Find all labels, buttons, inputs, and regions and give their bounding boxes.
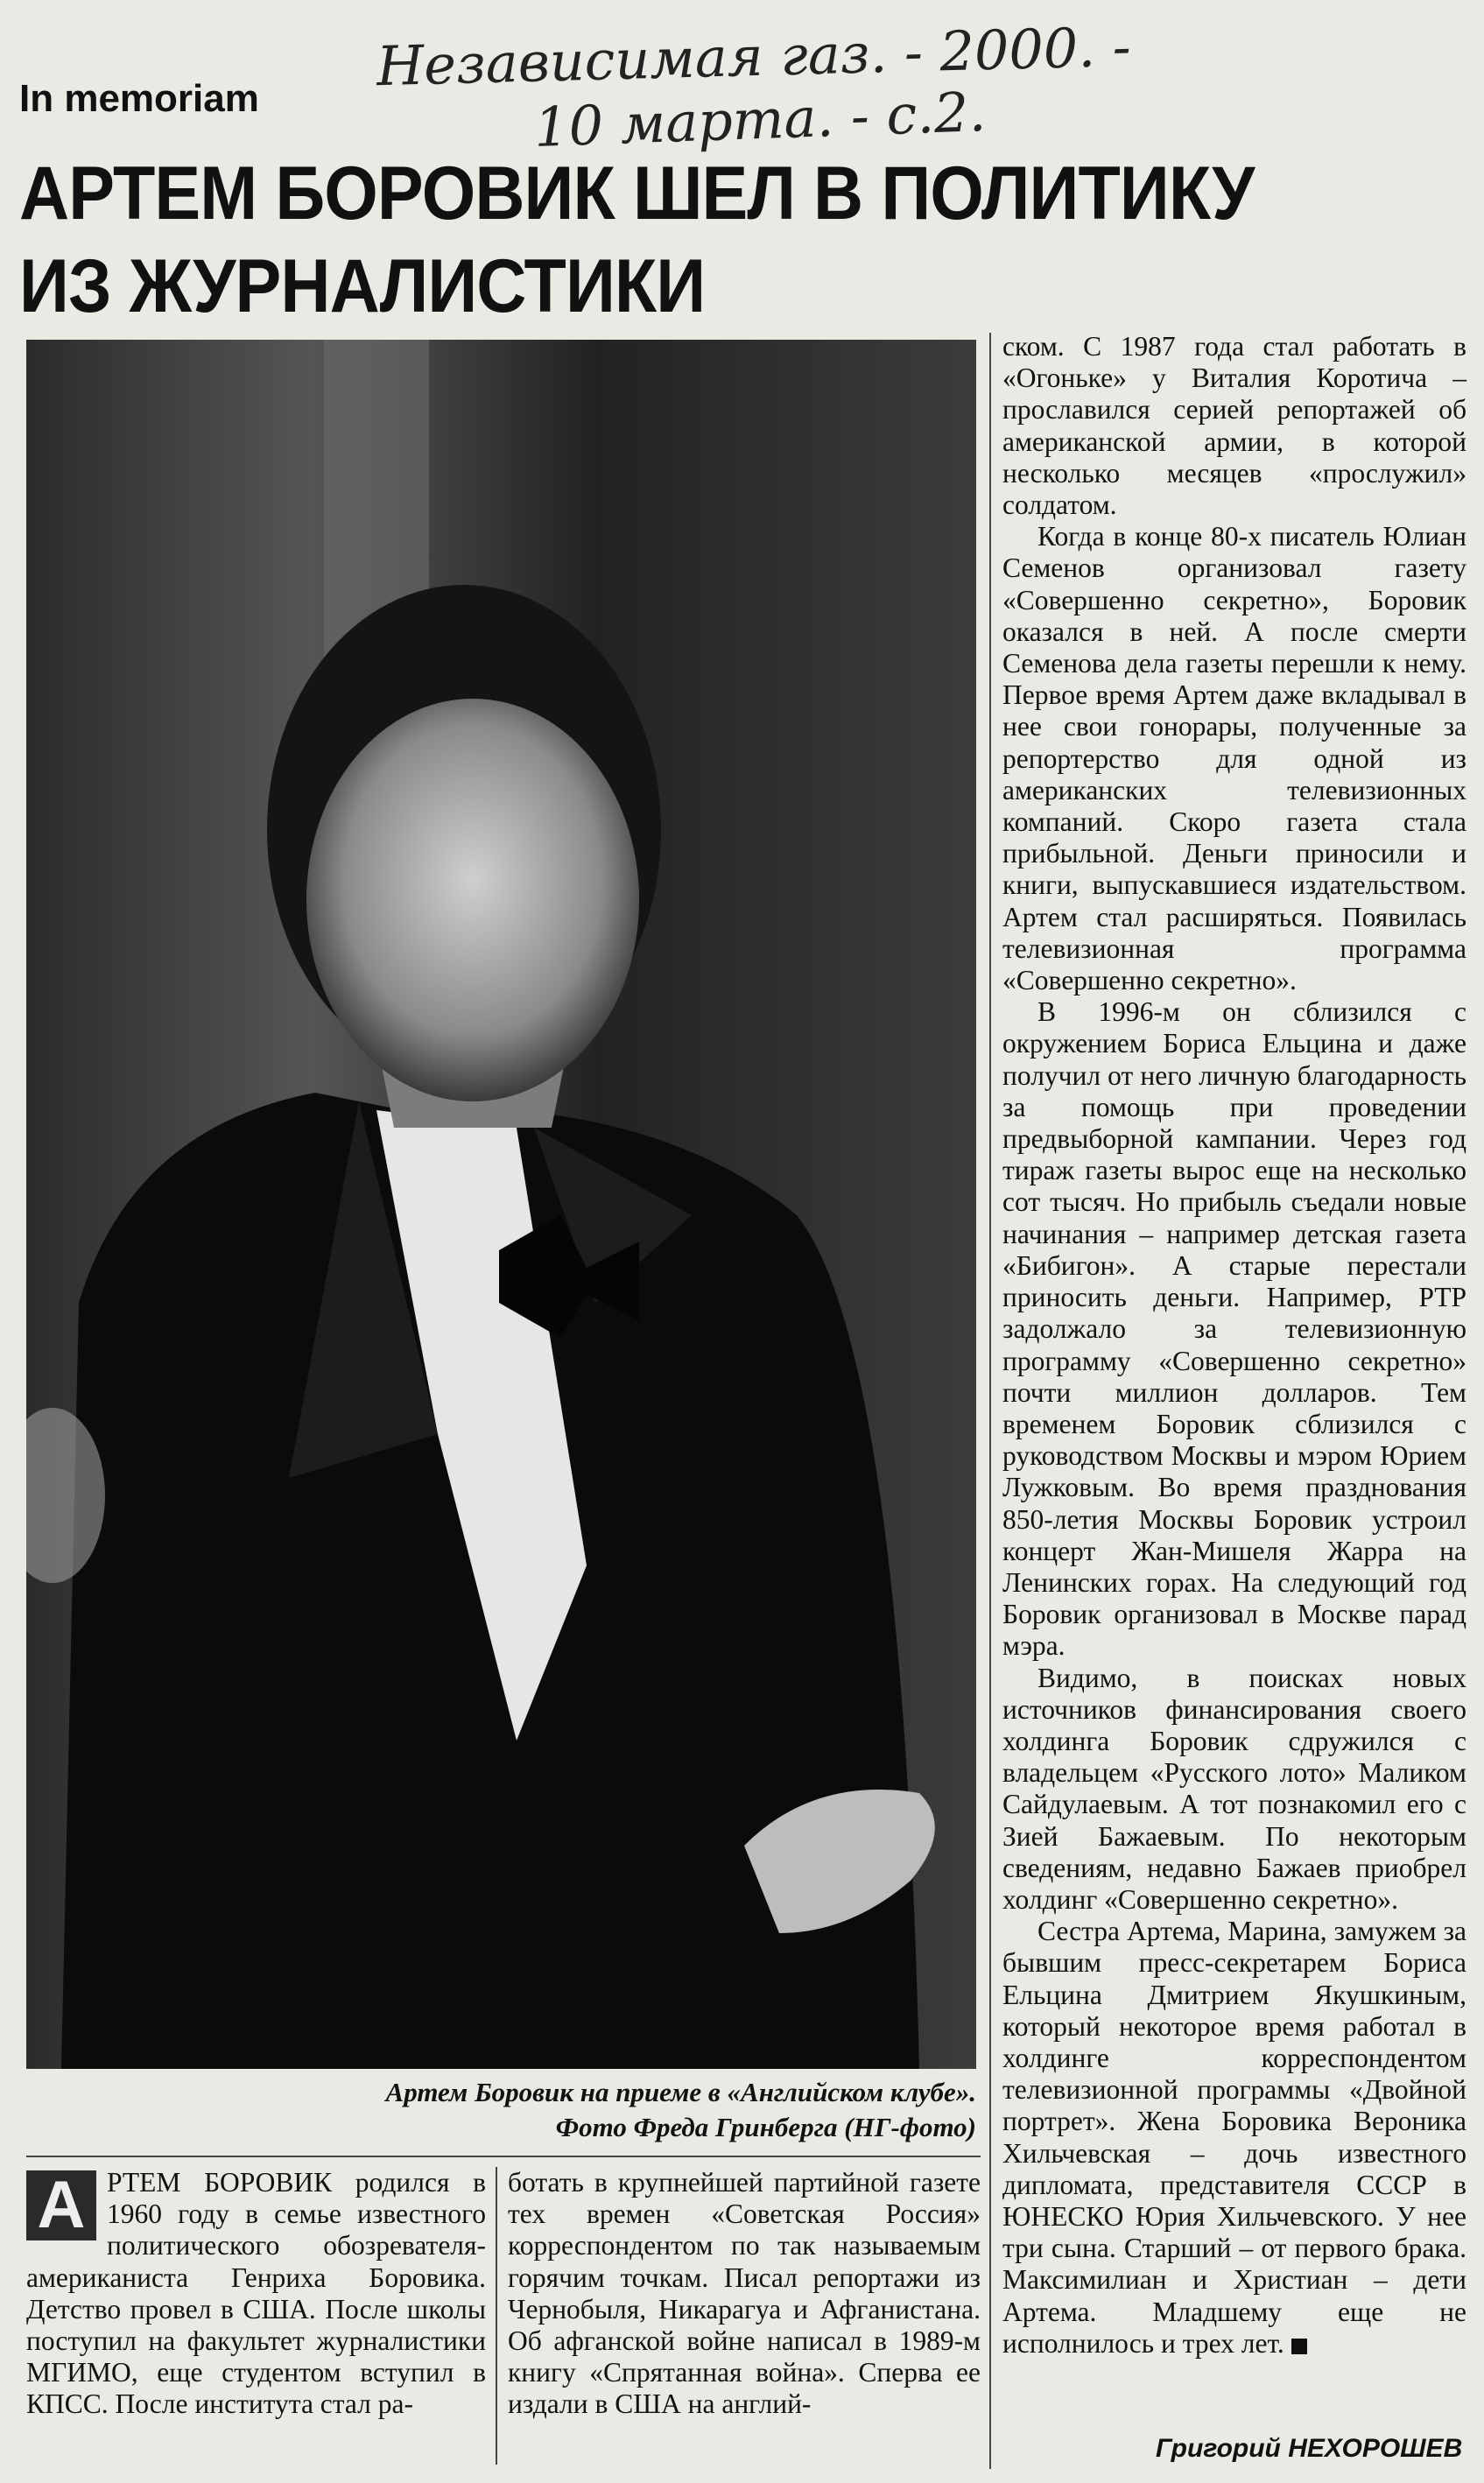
paragraph: Когда в конце 80-х писатель Юлиан Семенов организовал газету «Совершенно секретно», Боровик оказался в ней. А после смерти Семенова дела газеты перешли к нему. Первое время Артем даже вкладывал в нее свои гонорары, полученные за репортерство для одной из американских телевизионных компаний. Скоро газета стала прибыльной. Деньги приносили и книги, выпускавшиеся издательством. Артем стал расширяться. Появилась телевизионная программа «Совершенно секретно». bbox=[1002, 521, 1466, 996]
drop-cap: А bbox=[26, 2170, 96, 2240]
divider bbox=[26, 2156, 981, 2157]
paragraph bbox=[1002, 1916, 1466, 2360]
rubric: In memoriam bbox=[19, 77, 259, 120]
lead-text: РТЕМ БОРОВИК родился в 1960 году в семье известного политического обозревателя-американиста Генриха Боровика. Детство провел в США. После школы поступил на факультет журналистики МГИМО, еще студентом вступил в КПСС. После института стал ра- bbox=[26, 2167, 486, 2420]
column-divider bbox=[989, 333, 991, 2469]
article-column-2 bbox=[508, 2167, 981, 2421]
author-byline: Григорий НЕХОРОШЕВ bbox=[1156, 2434, 1463, 2463]
portrait-photo-icon bbox=[26, 340, 976, 2069]
portrait-photo bbox=[26, 340, 976, 2069]
paragraph: ском. С 1987 года стал работать в «Огоньке» у Виталия Коротича – прославился серией репортажей об американской армии, в которой несколько месяцев «прослужил» солдатом. bbox=[1002, 331, 1466, 521]
end-mark-icon bbox=[1291, 2339, 1307, 2354]
lead-paragraph bbox=[26, 2167, 486, 2421]
article-column-3 bbox=[1002, 331, 1466, 2360]
photo-caption bbox=[26, 2075, 976, 2145]
paragraph: Видимо, в поисках новых источников финансирования своего холдинга Боровик сдружился с владельцем «Русского лото» Маликом Сайдулаевым. А тот познакомил его с Зией Бажаевым. По некоторым сведениям, недавно Бажаев приобрел холдинг «Совершенно секретно». bbox=[1002, 1662, 1466, 1915]
paragraph-text: Сестра Артема, Марина, замужем за бывшим пресс-секретарем Бориса Ельцина Дмитрием Якушкиным, который некоторое время работал в холдинге корреспондентом телевизионной программы «Двойной портрет». Жена Боровика Вероника Хильчевская – дочь известного дипломата, представителя СССР в ЮНЕСКО Юрия Хильчевского. У нее три сына. Старший – от первого брака. Максимилиан и Христиан – дети Артема. Младшему еще не исполнилось и трех лет. bbox=[1002, 1916, 1466, 2359]
headline-line-2: ИЗ ЖУРНАЛИСТИКИ bbox=[19, 244, 706, 328]
handwritten-source-note: Независимая газ. - 2000. - bbox=[376, 14, 1132, 99]
paragraph: ботать в крупнейшей партийной газете тех времен «Советская Россия» корреспондентом по так называемым горячим точкам. Писал репортажи из Чернобыля, Никарагуа и Афганистана. Об афганской войне написал в 1989-м книгу «Спрятанная война». Сперва ее издали в США на англий- bbox=[508, 2167, 981, 2420]
headline bbox=[19, 147, 1308, 333]
caption-photo-credit: Фото Фреда Гринберга (НГ-фото) bbox=[555, 2112, 976, 2142]
column-divider bbox=[496, 2167, 497, 2465]
article-column-1 bbox=[26, 2167, 486, 2421]
headline-line-1: АРТЕМ БОРОВИК ШЕЛ В ПОЛИТИКУ bbox=[19, 151, 1255, 236]
handwritten-date-note: 10 марта. - с.2. bbox=[532, 80, 988, 159]
caption-line-1: Артем Боровик на приеме в «Английском клубе». bbox=[385, 2077, 976, 2107]
paragraph: В 1996-м он сблизился с окружением Бориса Ельцина и даже получил от него личную благодарность за помощь при проведении предвыборной кампании. Через год тираж газеты вырос еще на несколько сот тысяч. Но прибыль съедали новые начинания – например детская газета «Бибигон». А старые перестали приносить деньги. Например, РТР задолжало за телевизионную программу «Совершенно секретно» почти миллион долларов. Тем временем Боровик сблизился с руководством Москвы и мэром Юрием Лужковым. Во время празднования 850-летия Москвы Боровик устроил концерт Жан-Мишеля Жарра на Ленинских горах. На следующий год Боровик организовал в Москве парад мэра. bbox=[1002, 996, 1466, 1662]
